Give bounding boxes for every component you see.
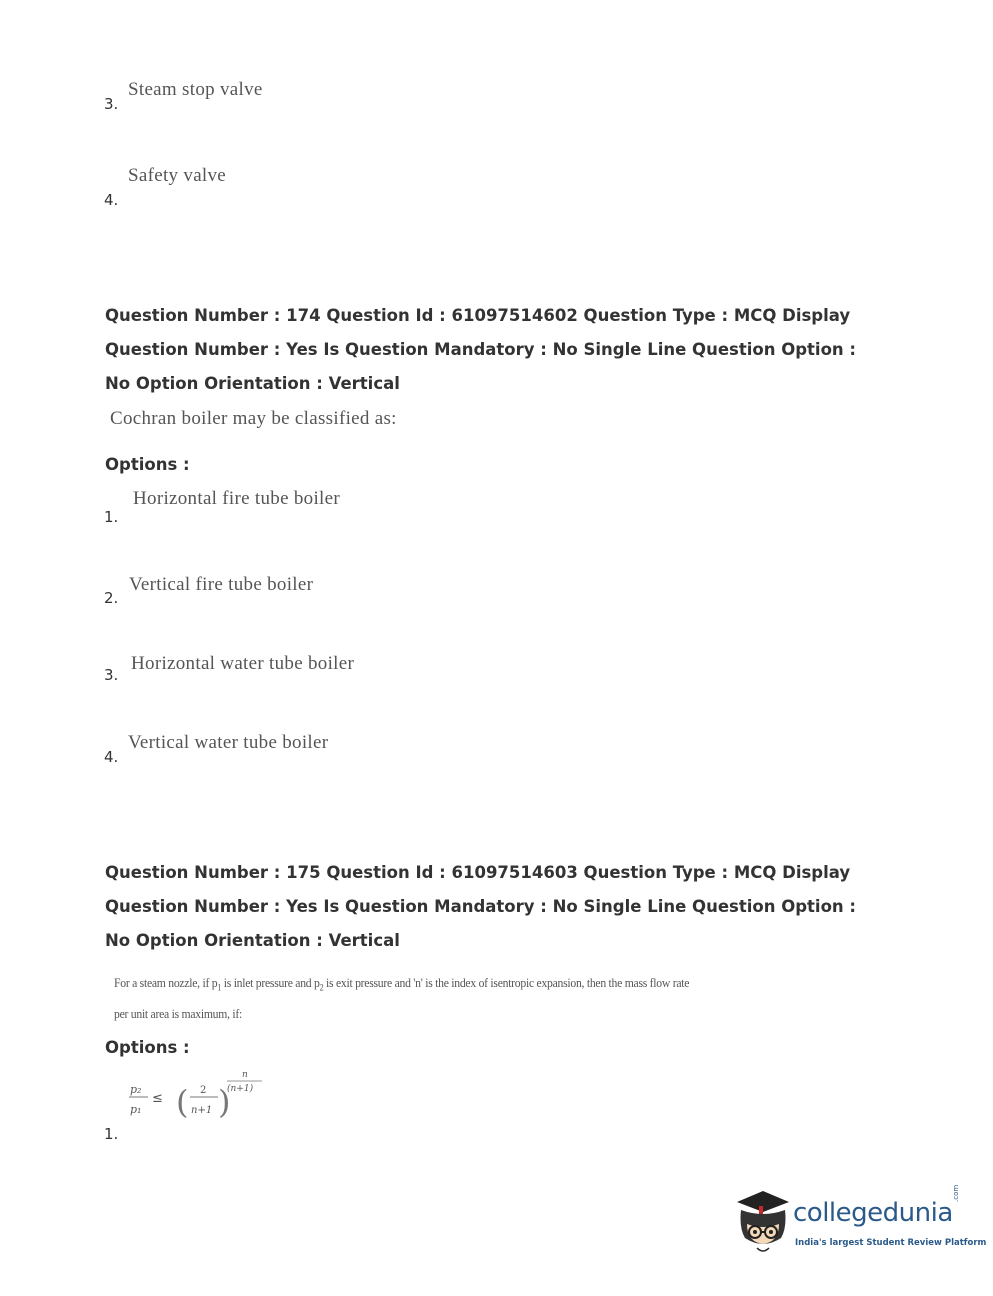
option-number: 3.	[104, 666, 119, 684]
logo-suffix: .com	[952, 1184, 960, 1202]
question-header: Question Number : 175 Question Id : 61097514603 Question Type : MCQ Display Question Number : Yes Is Question Mandatory : No Single Line Question Option : No Option Orientation : Vertical	[105, 863, 857, 950]
mascot-icon	[733, 1188, 793, 1262]
option-text: Horizontal fire tube boiler	[133, 488, 340, 509]
option-number: 3.	[104, 95, 119, 113]
option-formula	[126, 1066, 276, 1126]
formula-rhs-numerator: 2	[200, 1085, 207, 1096]
left-paren: (	[176, 1083, 189, 1121]
option-number: 1.	[104, 508, 119, 526]
question-text: Cochran boiler may be classified as:	[110, 408, 397, 429]
option-text: Vertical water tube boiler	[128, 732, 329, 753]
formula-relation: ≤	[152, 1091, 163, 1106]
option-number: 4.	[104, 748, 119, 766]
option-number: 1.	[104, 1125, 119, 1143]
options-label: Options :	[105, 1038, 190, 1057]
formula-exponent-denominator: (n+1)	[227, 1084, 254, 1094]
option-text: Safety valve	[128, 165, 227, 186]
logo-tagline: India's largest Student Review Platform	[795, 1238, 987, 1248]
option-text: Steam stop valve	[128, 79, 263, 100]
option-number: 2.	[104, 589, 119, 607]
question-header: Question Number : 174 Question Id : 61097514602 Question Type : MCQ Display Question Number : Yes Is Question Mandatory : No Single Line Question Option : No Option Orientation : Vertical	[105, 306, 857, 393]
formula-rhs-denominator: n+1	[191, 1105, 213, 1116]
options-label: Options :	[105, 455, 190, 474]
formula-exponent-numerator: n	[242, 1070, 248, 1080]
formula-lhs-numerator: p₂	[130, 1083, 142, 1096]
collegedunia-logo	[733, 1184, 987, 1262]
logo-wordmark: collegedunia	[793, 1198, 953, 1228]
right-paren: )	[218, 1083, 231, 1121]
question-text: For a steam nozzle, if $p_1$ is inlet pressure and $p_2$ is exit pressure and 'n' is the index of isentropic expansion, then the mass flow rate per unit area is maximum, if:	[114, 975, 690, 1021]
option-text: Horizontal water tube boiler	[131, 653, 355, 674]
formula-lhs-denominator: p₁	[130, 1103, 142, 1116]
option-number: 4.	[104, 191, 119, 209]
option-text: Vertical fire tube boiler	[129, 574, 314, 595]
